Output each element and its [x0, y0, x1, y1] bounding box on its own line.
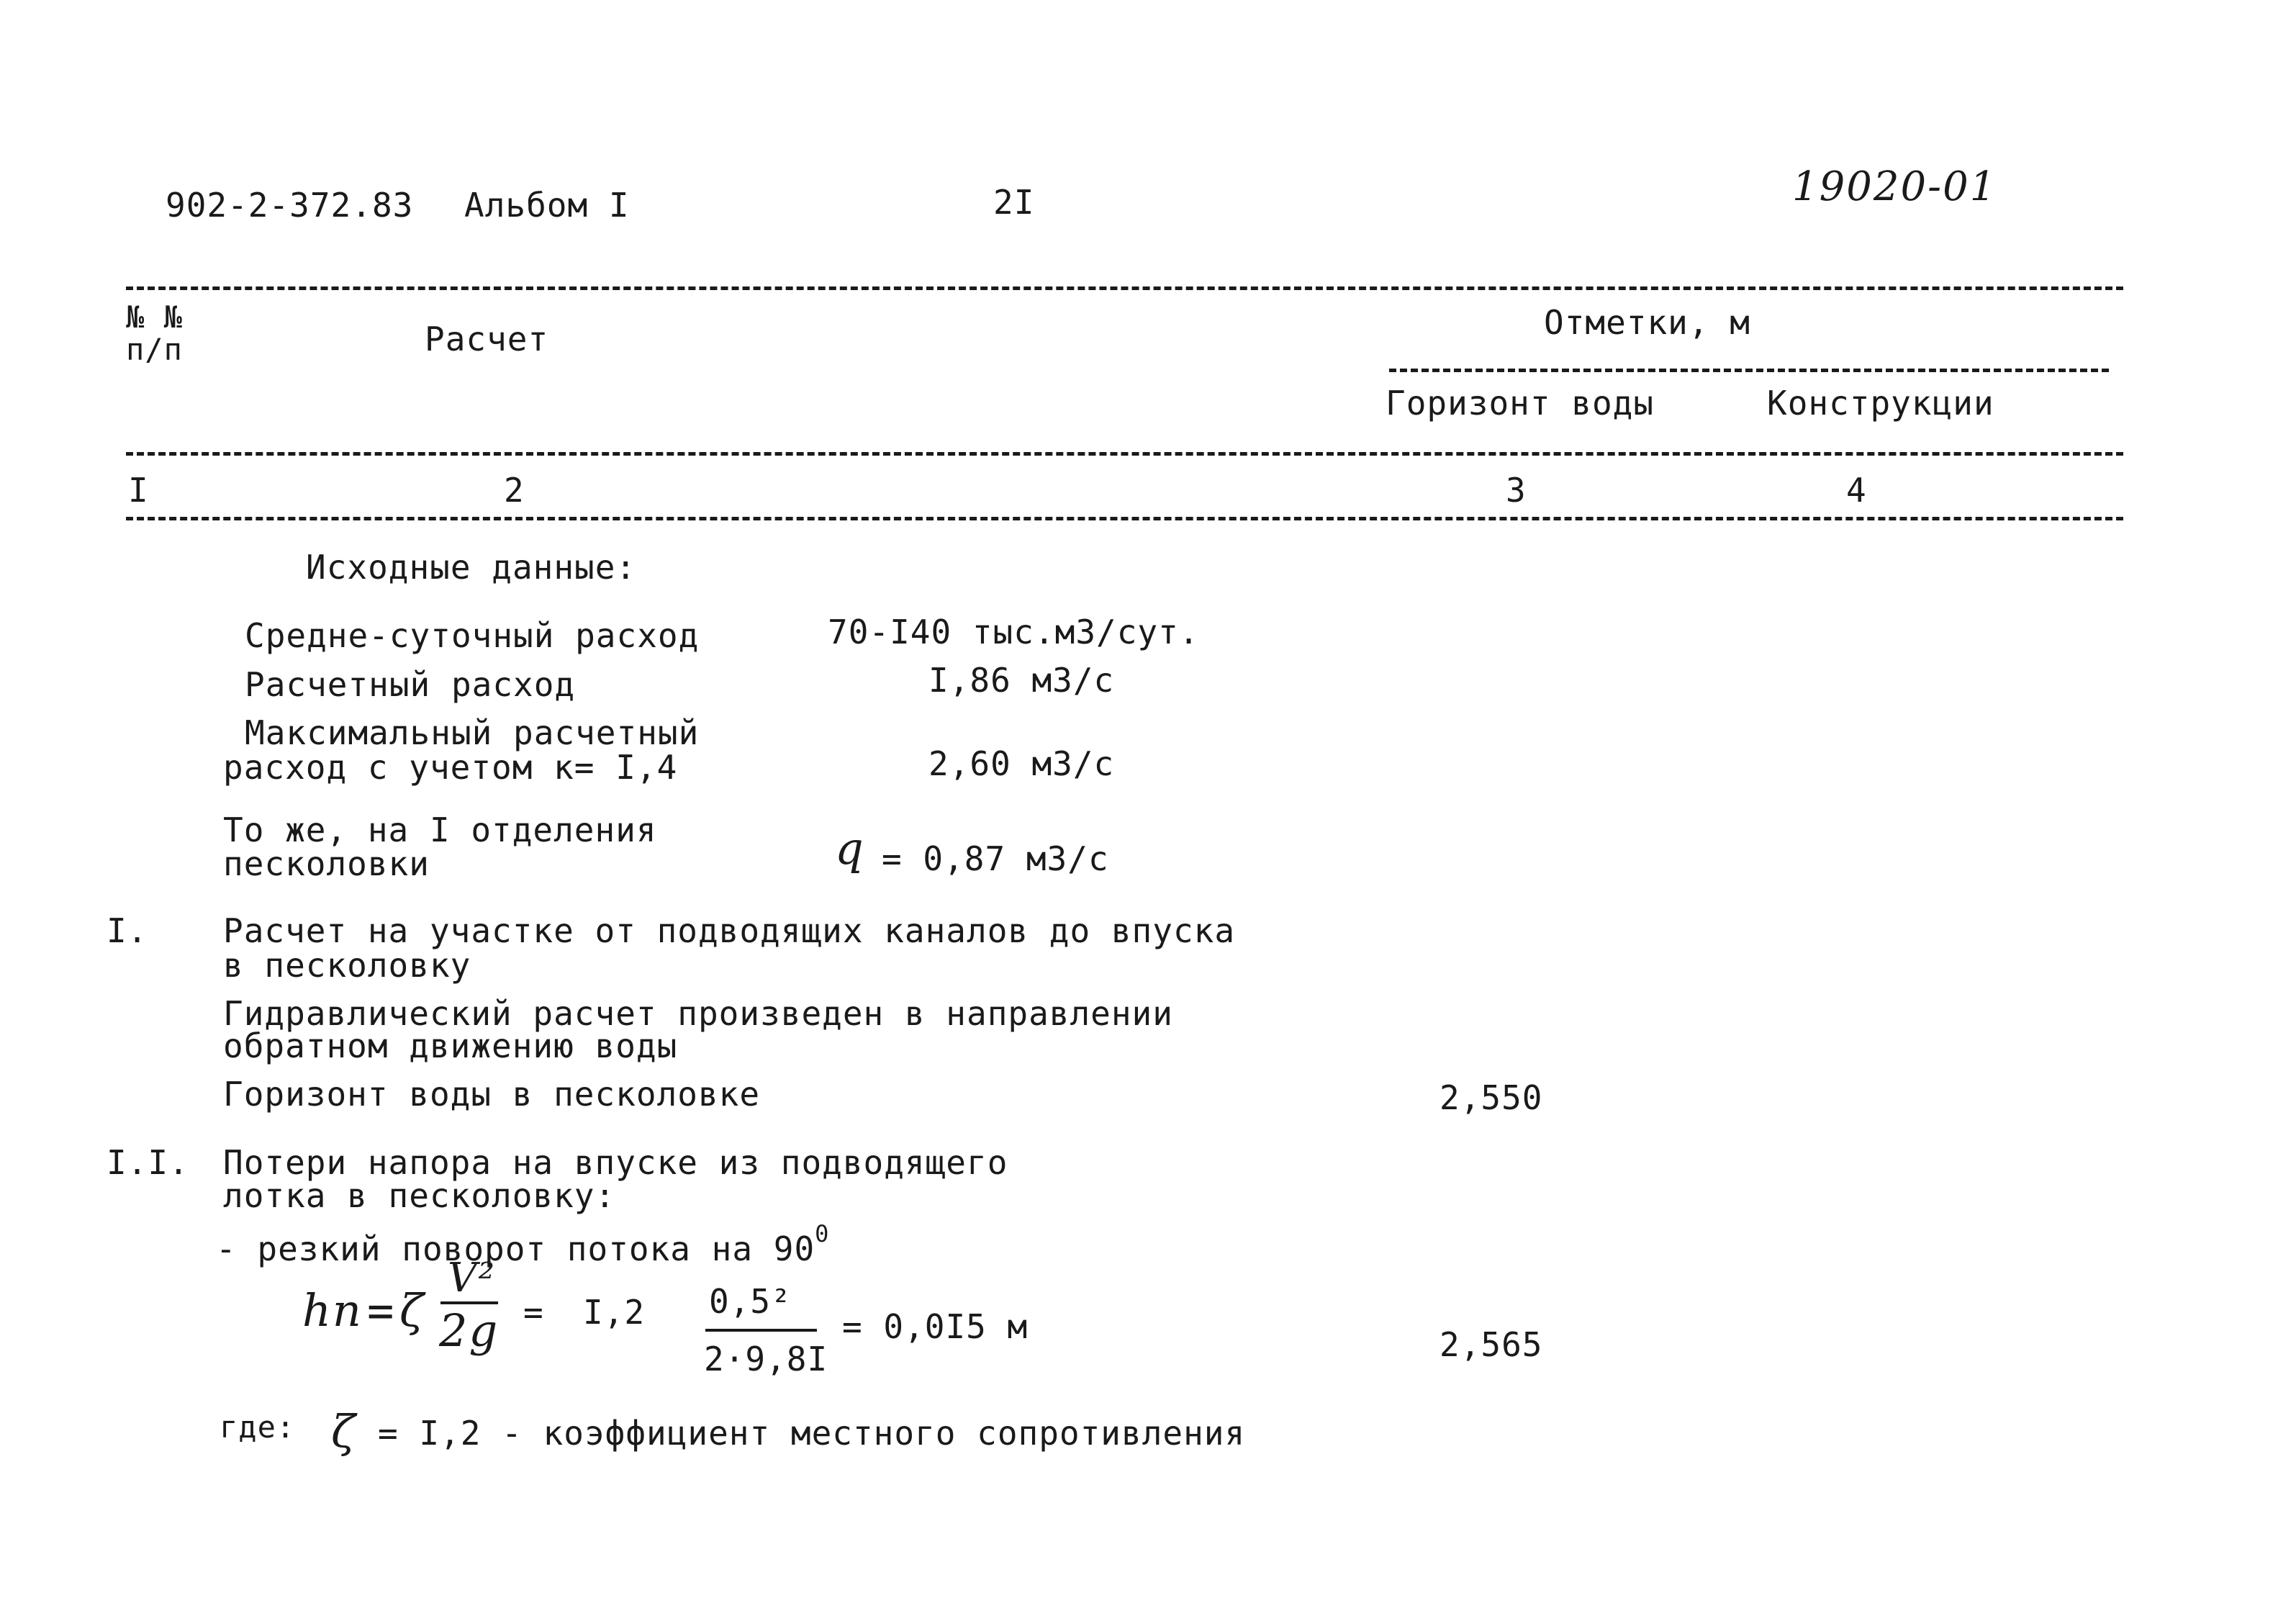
where-definition: = I,2 - коэффициент местного сопротивления [378, 1414, 1246, 1453]
max-flow-label-line2: расход с учетом к= I,4 [223, 748, 678, 787]
handwritten-code: 19020-01 [1792, 163, 1997, 210]
where-label: где: [220, 1409, 296, 1445]
inlet-horizon-value: 2,565 [1439, 1325, 1543, 1364]
column-construction-heading: Конструкции [1767, 384, 1994, 423]
section-1-1-number: I.I. [107, 1143, 189, 1182]
section-flow-label-line1: То же, на I отделения [223, 811, 657, 849]
header-bottom-rule [126, 452, 2123, 456]
index-row-bottom-rule [126, 517, 2123, 520]
initial-data-title: Исходные данные: [306, 548, 637, 587]
section-1-title-line1: Расчет на участке от подводящих каналов до впуска [223, 911, 1236, 950]
section-1-title-line2: в песколовку [223, 946, 471, 985]
column-calculation-heading: Расчет [425, 320, 549, 358]
formula-result: = 0,0I5 м [842, 1307, 1029, 1346]
album-label: Альбом I [464, 186, 630, 225]
section-1-note-line1: Гидравлический расчет произведен в направлении [223, 994, 1173, 1033]
max-flow-label-line1: Максимальный расчетный [245, 713, 700, 752]
section-1-1-title-line1: Потери напора на впуске из подводящего [223, 1143, 1008, 1182]
formula-eq2: = [523, 1293, 544, 1332]
table-top-rule [126, 286, 2123, 290]
daily-flow-label: Средне-суточный расход [245, 616, 700, 655]
column-number-heading-line2: п/п [126, 332, 183, 367]
doc-code: 902-2-372.83 [166, 186, 414, 225]
sharp-turn-text [216, 1220, 830, 1268]
section-flow-value: = 0,87 м3/с [882, 839, 1109, 878]
marks-subheader-rule [1389, 369, 2109, 372]
formula-frac1-numerator: V² [448, 1255, 496, 1301]
formula-zeta: ζ [399, 1284, 425, 1337]
sharp-turn-label: - резкий поворот потока на 90 [216, 1229, 815, 1268]
column-water-horizon-heading: Горизонт воды [1386, 384, 1655, 423]
column-number-heading-line1: № № [126, 299, 183, 335]
sand-trap-horizon-value: 2,550 [1439, 1078, 1543, 1117]
formula-frac2-numerator: 0,5² [709, 1282, 792, 1321]
sand-trap-horizon-label: Горизонт воды в песколовке [223, 1075, 761, 1114]
q-symbol: q [835, 822, 865, 875]
section-1-number: I. [107, 911, 148, 950]
formula-coefficient: I,2 [583, 1293, 646, 1332]
formula-lhs: hп [302, 1284, 363, 1337]
section-1-note-line2: обратном движению воды [223, 1026, 678, 1065]
section-flow-label-line2: песколовки [223, 844, 430, 883]
where-zeta-symbol: ζ [331, 1405, 357, 1458]
degree-superscript: 0 [815, 1220, 830, 1247]
column-index-2: 2 [504, 471, 525, 510]
section-1-1-title-line2: лотка в песколовку: [223, 1176, 616, 1215]
formula-frac2-bar [705, 1329, 817, 1332]
design-flow-label: Расчетный расход [245, 665, 576, 704]
page-number: 2I [993, 183, 1035, 222]
daily-flow-value: 70-I40 тыс.м3/сут. [828, 613, 1200, 651]
column-index-1: I [128, 471, 149, 510]
design-flow-value: I,86 м3/с [928, 661, 1115, 700]
column-index-4: 4 [1846, 471, 1867, 510]
marks-group-heading: Отметки, м [1544, 303, 1750, 342]
formula-eq1: = [367, 1284, 395, 1337]
max-flow-value: 2,60 м3/с [928, 744, 1115, 783]
formula-frac2-denominator: 2·9,8I [704, 1340, 828, 1378]
column-index-3: 3 [1506, 471, 1527, 510]
formula-frac1-denominator: 2g [439, 1304, 500, 1357]
